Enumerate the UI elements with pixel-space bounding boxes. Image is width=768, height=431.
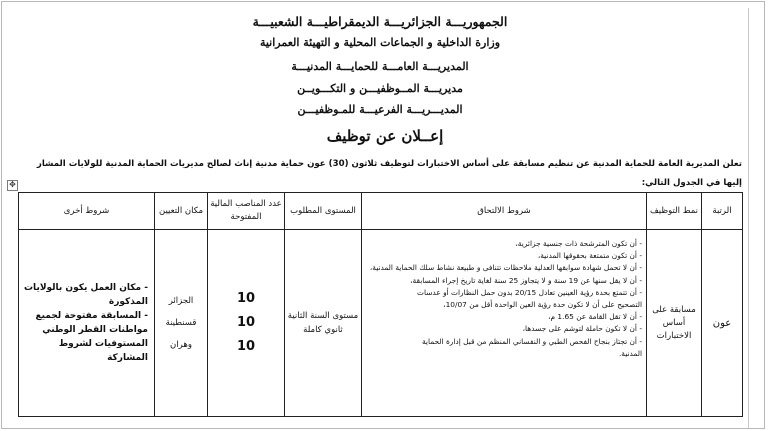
right-margin-line	[748, 8, 749, 428]
cell-conditions	[362, 230, 647, 417]
directorate-general-heading: المديريـــة العامـــة للحمايـــة المدنيـــة	[291, 60, 469, 73]
other-condition: - مكان العمل يكون بالولايات المذكورة	[24, 283, 148, 307]
cell-level: مستوى السنة الثانية ثانوي كاملة	[285, 230, 362, 417]
place-name: الجزائر	[168, 296, 194, 306]
condition-line: - أن تكون المترشحة ذات جنسية جزائرية،	[515, 239, 642, 248]
cell-posts	[208, 230, 285, 417]
header-recruitment-type: نمط التوظيف	[647, 193, 702, 230]
header-other: شروط أخرى	[19, 193, 155, 230]
condition-line: - أن لا تكون حاملة لتوشم على جسدها،	[522, 324, 642, 334]
header-level: المستوى المطلوب	[285, 193, 362, 230]
republic-heading: الجمهوريـــة الجزائريـــة الديمقراطيـــة الشعبيـــة	[252, 14, 508, 29]
condition-line: - أن لا تقل القامة عن 1.65 م،	[548, 312, 642, 322]
cell-recruitment-type: مسابقة على أساس الاختبارات	[647, 230, 702, 417]
header-posts: عدد المناصب المالية المفتوحة	[208, 193, 285, 230]
condition-line: - أن تكون متمتعة بحقوقها المدنية،	[537, 251, 642, 261]
directorate-staff-heading: مديريـــة المــوظفيـــن و التكـــويــن	[297, 82, 463, 95]
posts-count: 10	[236, 339, 256, 354]
table-row	[19, 230, 743, 417]
posts-count: 10	[236, 291, 256, 306]
cell-place	[155, 230, 208, 417]
condition-line: - أن لا تحمل شهادة سوابقها العدلية ملاحظات تتنافى و طبيعة نشاط سلك الحماية المدنية،	[369, 263, 642, 273]
other-condition: - المسابقة مفتوحة لجميع مواطنات القطر الوطني المستوفيات لشروط المشاركة	[35, 311, 148, 363]
announcement-title: إعــلان عن توظيف	[326, 127, 444, 145]
header-place: مكان التعيين	[155, 193, 208, 230]
condition-line: - أن لا يقل سنها عن 19 سنة و لا يتجاوز 25 سنة لغاية تاريخ إجراء المسابقة،	[410, 275, 642, 285]
place-name: قسنطينة	[165, 318, 197, 328]
condition-line: - أن تتمتع بحدة رؤية العينين تعادل 20/15 بدون حمل النظارات أو عدسات	[417, 287, 642, 297]
table-header-row	[19, 193, 743, 230]
condition-line: المدنية.	[618, 348, 642, 358]
ministry-heading: وزارة الداخلية و الجماعات المحلية و التهيئة العمرانية	[259, 36, 501, 49]
recruitment-table	[18, 192, 743, 417]
move-handle-icon[interactable]: ✥	[7, 180, 18, 191]
cell-other-conditions	[19, 230, 155, 417]
place-name: وهران	[170, 340, 192, 350]
sub-directorate-heading: المديـــريـــة الفرعيـــة للمـوظفيـــن	[297, 103, 463, 116]
header-rank: الرتبة	[702, 193, 743, 230]
posts-count: 10	[236, 315, 256, 330]
condition-line: التصحيح على أن لا تكون حدة رؤية العين الواحدة أقل من 10/07،	[443, 300, 642, 310]
announcement-intro: تعلن المديرية العامة للحماية المدنية عن تنظيم مسابقة على أساس الاختبارات لتوظيف ثلاثون (30) عون حماية مدنية إناث لصالح مديريات الحماية المدنية للولايات المشار إليها في الجدول التالي:	[36, 159, 742, 188]
cell-rank: عون	[702, 230, 743, 417]
condition-line: - أن تجتاز بنجاح الفحص الطبي و النفساني المنظم من قبل إدارة الحماية	[421, 336, 642, 346]
header-conditions: شروط الالتحاق	[362, 193, 647, 230]
